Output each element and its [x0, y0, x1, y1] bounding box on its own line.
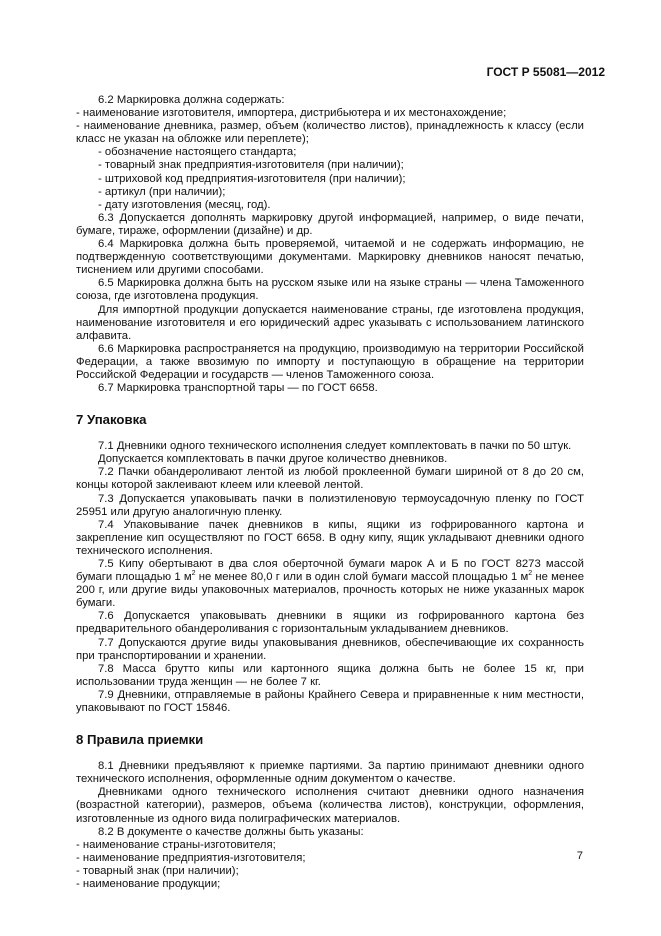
- clause-7-9: 7.9 Дневники, отправляемые в районы Крайнего Севера и приравненные к ним местности, упаковывают по ГОСТ 15846.: [76, 688, 584, 715]
- section-7-title: 7 Упаковка: [76, 412, 147, 428]
- page-number: 7: [576, 850, 583, 862]
- clause-7-1: 7.1 Дневники одного технического исполнения следует комплектовать в пачки по 50 штук.: [98, 440, 572, 453]
- clause-7-3: 7.3 Допускается упаковывать пачки в полиэтиленовую термоусадочную пленку по ГОСТ 25951 или другую аналогичную пленку.: [76, 492, 584, 518]
- list-item: - наименование страны-изготовителя;: [76, 838, 276, 851]
- clause-7-2: 7.2 Пачки обандероливают лентой из любой проклеенной бумаги шириной от 8 до 20 см, концы которой заклеивают клеем или клеевой лентой.: [76, 466, 584, 492]
- clause-7-5-part-b: не менее 80,0 г или в один слой бумаги массой площадью 1 м: [195, 571, 529, 584]
- paragraph: Допускается комплектовать в пачки другое количество дневников.: [98, 453, 448, 466]
- clause-8-1: 8.1 Дневники предъявляют к приемке партиями. За партию принимают дневники одного технического исполнения, оформленные одним документом о качестве.: [76, 760, 584, 786]
- list-item: - товарный знак предприятия-изготовителя (при наличии);: [98, 159, 404, 172]
- clause-7-5-part-c: не менее 200 г, или другие виды упаковочных материалов, прочность которых не ниже указанных марок бумаги.: [76, 571, 584, 610]
- clause-7-5-part-a: 7.5 Кипу обертывают в два слоя оберточной бумаги марок А и Б по ГОСТ 8273 массой бумаги площадью 1 м: [76, 558, 584, 584]
- clause-7-7: 7.7 Допускаются другие виды упаковывания дневников, обеспечивающие их сохранность при транспортировании и хранении.: [76, 636, 584, 662]
- list-item: - наименование предприятия-изготовителя;: [76, 851, 306, 864]
- document-header: ГОСТ Р 55081—2012: [486, 65, 605, 79]
- clause-7-4: 7.4 Упаковывание пачек дневников в кипы, ящики из гофрированного картона и закрепление кип осуществляют по ГОСТ 6658. В одну кипу, ящик укладывают дневники одного технического исполнения.: [76, 518, 584, 557]
- clause-7-8: 7.8 Масса брутто кипы или картонного ящика должна быть не более 15 кг, при использовании труда женщин — не более 7 кг.: [76, 662, 584, 688]
- list-item: - артикул (при наличии);: [98, 185, 226, 198]
- list-item: - обозначение настоящего стандарта;: [98, 146, 297, 159]
- paragraph: Для импортной продукции допускается наименование страны, где изготовлена продукция, наименование изготовителя и его юридический адрес указывать с использованием латинского алфавита.: [76, 303, 584, 342]
- list-item: - наименование продукции;: [76, 877, 221, 890]
- superscript: 2: [191, 570, 196, 578]
- clause-7-5: [76, 558, 584, 610]
- list-item: - штриховой код предприятия-изготовителя (при наличии);: [98, 172, 406, 185]
- clause-6-4: 6.4 Маркировка должна быть проверяемой, читаемой и не содержать информацию, не подтвержденную соответствующими документами. Маркировку дневников наносят печатью, тиснением или другими способами.: [76, 238, 584, 277]
- clause-6-3: 6.3 Допускается дополнять маркировку другой информацией, например, о виде печати, бумаге, тираже, оформлении (дизайне) и др.: [76, 211, 584, 237]
- clause-6-5: 6.5 Маркировка должна быть на русском языке или на языке страны — члена Таможенного союза, где изготовлена продукция.: [76, 277, 584, 303]
- clause-6-6: 6.6 Маркировка распространяется на продукцию, производимую на территории Российской Федерации, а также ввозимую по импорту и поступающую в обращение на территории Российской Федерации и государств — членов Таможенного союза.: [76, 342, 584, 381]
- list-item: - наименование дневника, размер, объем (количество листов), принадлежность к классу (если класс не указан на обложке или переплете);: [76, 120, 584, 146]
- clause-8-2: 8.2 В документе о качестве должны быть указаны:: [98, 825, 364, 838]
- paragraph: Дневниками одного технического исполнения считают дневники одного назначения (возрастной категории), размеров, объема (количества листов), конструкции, оформления, изготовленные из одного вида полиграфических материалов.: [76, 786, 584, 825]
- clause-6-7: 6.7 Маркировка транспортной тары — по ГОСТ 6658.: [98, 382, 378, 395]
- superscript: 2: [528, 570, 533, 578]
- document-body: [76, 94, 584, 891]
- section-8-title: 8 Правила приемки: [76, 732, 204, 748]
- clause-7-6: 7.6 Допускается упаковывать дневники в ящики из гофрированного картона без предварительного обандероливания с горизонтальным укладыванием дневников.: [76, 610, 584, 636]
- clause-6-2: 6.2 Маркировка должна содержать:: [98, 94, 285, 106]
- list-item: - товарный знак (при наличии);: [76, 864, 239, 877]
- list-item: - наименование изготовителя, импортера, дистрибьютера и их местонахождение;: [76, 107, 507, 120]
- list-item: - дату изготовления (месяц, год).: [98, 198, 271, 211]
